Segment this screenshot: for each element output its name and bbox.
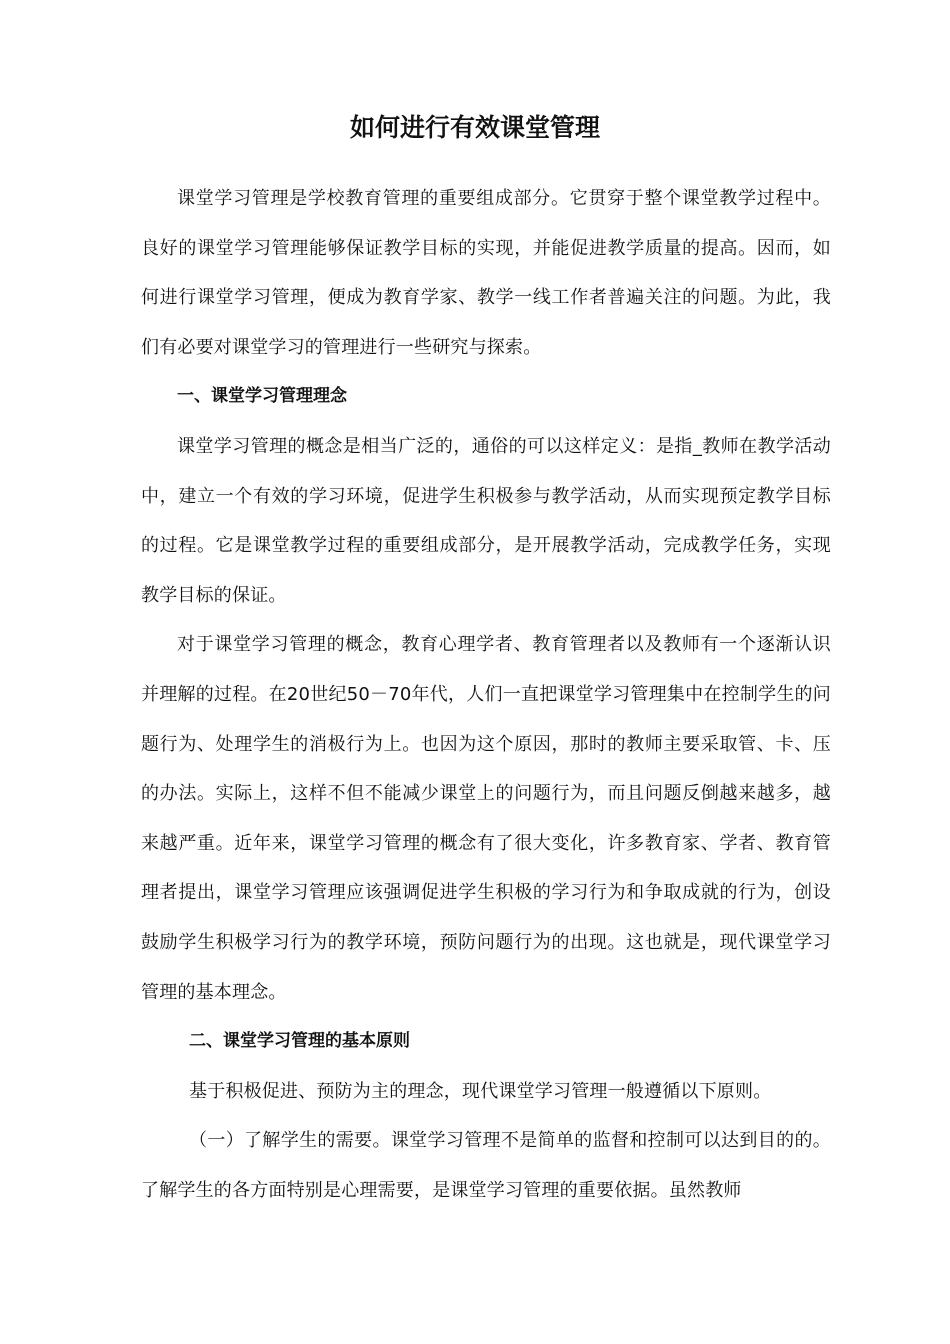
principle-1-paragraph: （一）了解学生的需要。课堂学习管理不是简单的监督和控制可以达到目的的。了解学生的各方面特别是心理需要，是课堂学习管理的重要依据。虽然教师: [141, 1130, 831, 1201]
concept-paragraph: 课堂学习管理的概念是相当广泛的，通俗的可以这样定义：是指_教师在教学活动中，建立一个有效的学习环境，促进学生积极参与教学活动，从而实现预定教学目标的过程。它是课堂教学过程的重要组成部分，是开展教学活动，完成教学任务，实现教学目标的保证。: [141, 435, 831, 606]
history-paragraph: 对于课堂学习管理的概念，教育心理学者、教育管理者以及教师有一个逐渐认识并理解的过程。在20世纪50－70年代，人们一直把课堂学习管理集中在控制学生的问题行为、处理学生的消极行为上。也因为这个原因，那时的教师主要采取管、卡、压的办法。实际上，这样不但不能减少课堂上的问题行为，而且问题反倒越来越多，越来越严重。近年来，课堂学习管理的概念有了很大变化，许多教育家、学者、教育管理者提出，课堂学习管理应该强调促进学生积极的学习行为和争取成就的行为，创设鼓励学生积极学习行为的教学环境，预防问题行为的出现。这也就是，现代课堂学习管理的基本理念。: [141, 634, 831, 1003]
document-title: 如何进行有效课堂管理: [349, 113, 600, 142]
intro-paragraph: 课堂学习管理是学校教育管理的重要组成部分。它贯穿于整个课堂教学过程中。良好的课堂学习管理能够保证教学目标的实现，并能促进教学质量的提高。因而，如何进行课堂学习管理，便成为教育学家、教学一线工作者普遍关注的问题。为此，我们有必要对课堂学习的管理进行一些研究与探索。: [141, 188, 831, 358]
principles-intro-paragraph: 基于积极促进、预防为主的理念，现代课堂学习管理一般遵循以下原则。: [189, 1080, 772, 1102]
section-heading-2: 二、课堂学习管理的基本原则: [189, 1031, 410, 1052]
section-heading-1: 一、课堂学习管理理念: [177, 386, 347, 407]
document-body: [141, 174, 831, 1215]
